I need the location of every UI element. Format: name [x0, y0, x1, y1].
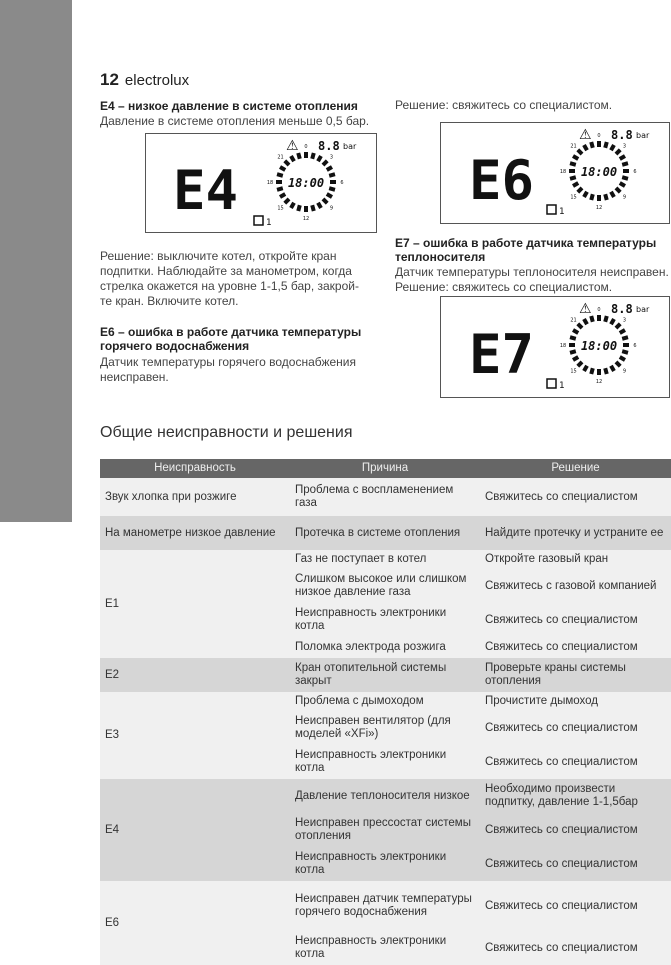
dial-label: 15: [570, 368, 577, 375]
cause-cell: Неисправность электроники котла: [290, 847, 480, 881]
dial-segment: [578, 150, 582, 154]
pressure-unit: bar: [343, 142, 357, 151]
dial-segment: [280, 167, 285, 170]
e6-title-line: E6 – ошибка в работе датчика температуры: [100, 325, 362, 339]
pressure-digits: 8.8: [318, 139, 340, 153]
e4-solution-line: Решение: выключите котел, откройте кран: [100, 249, 337, 263]
dial-segment: [605, 142, 607, 148]
solution-cell: Свяжитесь со специалистом: [480, 881, 671, 931]
dial-segment: [298, 153, 300, 159]
dial-label: 6: [633, 343, 637, 349]
mode-number: 1: [559, 207, 565, 217]
display-code: E7: [469, 323, 535, 386]
display-code: E4: [173, 159, 239, 222]
table-row: [100, 692, 671, 711]
dial-segment: [620, 357, 625, 360]
dial-segment: [584, 319, 587, 324]
dial-label: 12: [302, 216, 310, 222]
dial-label: 21: [570, 143, 577, 150]
display-code: E6: [469, 149, 535, 212]
e7-title-line: E7 – ошибка в работе датчика температуры: [395, 236, 657, 250]
mode-number: 1: [266, 218, 272, 228]
table-row: [100, 478, 671, 516]
cause-cell: Неисправность электроники котла: [290, 745, 480, 779]
fault-cell: Звук хлопка при розжиге: [100, 478, 290, 516]
dial-segment: [591, 142, 593, 148]
dial-segment: [291, 156, 294, 161]
dial-segment: [285, 199, 289, 203]
dial-segment: [578, 362, 582, 366]
display-e4: [145, 133, 377, 233]
dial-segment: [573, 357, 578, 360]
dial-segment: [277, 174, 283, 176]
fault-cell: E2: [100, 658, 290, 692]
tap-icon: [547, 379, 556, 388]
dial-segment: [285, 161, 289, 165]
dial-segment: [584, 366, 587, 371]
dial-label: 0: [597, 307, 601, 313]
table-row: [100, 881, 671, 931]
dial-segment: [327, 167, 332, 170]
cause-cell: Протечка в системе отопления: [290, 516, 480, 550]
dial-label: 6: [633, 169, 637, 175]
dial-label: 6: [340, 180, 344, 186]
e7-description: Датчик температуры теплоносителя неисправен.: [395, 265, 669, 279]
dial-label: 15: [277, 205, 284, 212]
e4-solution-line: подпитки. Наблюдайте за манометром, когда: [100, 264, 352, 278]
dial-segment: [622, 351, 628, 353]
display-e6: [440, 122, 670, 224]
dial-segment: [329, 174, 335, 176]
dial-label: 0: [597, 133, 601, 139]
solution-cell: Необходимо произвести подпитку, давление 1-1,5бар: [480, 779, 671, 813]
solution-cell: Найдите протечку и устраните ее: [480, 516, 671, 550]
dial-segment: [622, 163, 628, 165]
table-row: [100, 658, 671, 692]
e6-description: [100, 355, 356, 385]
table-row: [100, 516, 671, 550]
header-solution: Решение: [480, 459, 671, 478]
dial-segment: [616, 362, 620, 366]
cause-cell: Неисправен датчик температуры горячего водоснабжения: [290, 881, 480, 931]
dial-segment: [573, 330, 578, 333]
dial-segment: [616, 324, 620, 328]
e7-title: [395, 236, 656, 264]
mode-number: 1: [559, 381, 565, 391]
solution-cell: Свяжитесь со специалистом: [480, 637, 671, 658]
dial-segment: [291, 203, 294, 208]
warning-icon: ⚠: [579, 127, 592, 143]
dial-segment: [611, 145, 614, 150]
e7-solution: Решение: свяжитесь со специалистом.: [395, 280, 613, 294]
dial-segment: [591, 368, 593, 374]
header-fault: Неисправность: [100, 459, 290, 478]
display-e7: [440, 296, 670, 398]
e6-solution: Решение: свяжитесь со специалистом.: [395, 98, 613, 112]
cause-cell: Неисправность электроники котла: [290, 603, 480, 637]
dial-label: 12: [595, 205, 603, 211]
troubleshooting-title: Общие неисправности и решения: [100, 424, 353, 441]
cause-cell: Проблема с воспламенением газа: [290, 478, 480, 516]
dial-segment: [591, 194, 593, 200]
dial-label: 18: [559, 343, 567, 349]
header-cause: Причина: [290, 459, 480, 478]
e7-title-line: теплоносителя: [395, 250, 486, 264]
dial-segment: [318, 203, 321, 208]
dial-label: 21: [277, 154, 284, 161]
dial-segment: [616, 150, 620, 154]
cause-cell: Давление теплоносителя низкое: [290, 779, 480, 813]
tap-icon: [254, 216, 263, 225]
dial-label: 12: [595, 379, 603, 385]
dial-segment: [620, 156, 625, 159]
table-row: [100, 550, 671, 569]
dial-label: 9: [622, 368, 627, 375]
table-row: [100, 779, 671, 813]
clock-time: 18:00: [580, 339, 618, 353]
fault-cell: E6: [100, 881, 290, 965]
page-number: 12: [100, 70, 119, 89]
dial-segment: [570, 337, 576, 339]
dial-label: 15: [570, 194, 577, 201]
warning-icon: ⚠: [286, 138, 299, 154]
cause-cell: Неисправен вентилятор (для моделей «XFi»): [290, 711, 480, 745]
pressure-digits: 8.8: [611, 128, 633, 142]
brand-name: electrolux: [124, 72, 190, 89]
e4-title: E4 – низкое давление в системе отопления: [100, 99, 358, 113]
table-header-row: [100, 459, 671, 478]
dial-segment: [327, 194, 332, 197]
dial-segment: [312, 153, 314, 159]
solution-cell: Прочистите дымоход: [480, 692, 671, 711]
solution-cell: Свяжитесь со специалистом: [480, 847, 671, 881]
solution-cell: Свяжитесь со специалистом: [480, 931, 671, 965]
clock-time: 18:00: [580, 165, 618, 179]
solution-cell: Свяжитесь со специалистом: [480, 478, 671, 516]
dial-segment: [298, 205, 300, 211]
tap-icon: [547, 205, 556, 214]
dial-label: 18: [559, 169, 567, 175]
cause-cell: Газ не поступает в котел: [290, 550, 480, 569]
solution-cell: Проверьте краны системы отопления: [480, 658, 671, 692]
e4-description: Давление в системе отопления меньше 0,5 бар.: [100, 114, 370, 128]
clock-time: 18:00: [287, 176, 325, 190]
dial-label: 18: [266, 180, 274, 186]
dial-segment: [622, 337, 628, 339]
dial-segment: [570, 163, 576, 165]
e6-description-line: Датчик температуры горячего водоснабжения: [100, 355, 357, 369]
dial-segment: [611, 192, 614, 197]
dial-label: 3: [329, 154, 334, 161]
page-header: [100, 70, 189, 90]
dial-segment: [584, 145, 587, 150]
dial-segment: [280, 194, 285, 197]
dial-segment: [318, 156, 321, 161]
solution-cell: Откройте газовый кран: [480, 550, 671, 569]
cause-cell: Кран отопительной системы закрыт: [290, 658, 480, 692]
e4-solution: [100, 249, 359, 309]
dial-segment: [573, 183, 578, 186]
dial-segment: [616, 188, 620, 192]
cause-cell: Неисправность электроники котла: [290, 931, 480, 965]
dial-segment: [578, 188, 582, 192]
dial-segment: [277, 188, 283, 190]
warning-icon: ⚠: [579, 301, 592, 317]
fault-cell: E1: [100, 550, 290, 658]
dial-segment: [578, 324, 582, 328]
pressure-digits: 8.8: [611, 302, 633, 316]
dial-label: 3: [622, 317, 627, 324]
dial-segment: [611, 366, 614, 371]
fault-cell: E3: [100, 692, 290, 779]
dial-label: 9: [622, 194, 627, 201]
dial-segment: [323, 161, 327, 165]
solution-cell: Свяжитесь с газовой компанией: [480, 569, 671, 603]
e6-title: [100, 325, 361, 353]
cause-cell: Поломка электрода розжига: [290, 637, 480, 658]
fault-cell: На манометре низкое давление: [100, 516, 290, 550]
dial-label: 0: [304, 144, 308, 150]
cause-cell: Неисправен прессостат системы отопления: [290, 813, 480, 847]
dial-segment: [591, 316, 593, 322]
pressure-unit: bar: [636, 131, 650, 140]
dial-segment: [620, 183, 625, 186]
dial-label: 21: [570, 317, 577, 324]
dial-segment: [620, 330, 625, 333]
solution-cell: Свяжитесь со специалистом: [480, 711, 671, 745]
e4-solution-line: те кран. Включите котел.: [100, 294, 239, 308]
dial-segment: [605, 194, 607, 200]
dial-label: 9: [329, 205, 334, 212]
e6-title-line: горячего водоснабжения: [100, 339, 250, 353]
e4-solution-line: стрелка окажется на уровне 1-1,5 бар, закрой-: [100, 279, 359, 293]
dial-segment: [605, 316, 607, 322]
cause-cell: Проблема с дымоходом: [290, 692, 480, 711]
side-tab: [0, 0, 72, 522]
dial-segment: [584, 192, 587, 197]
dial-segment: [611, 319, 614, 324]
solution-cell: Свяжитесь со специалистом: [480, 813, 671, 847]
cause-cell: Слишком высокое или слишком низкое давление газа: [290, 569, 480, 603]
dial-segment: [622, 177, 628, 179]
dial-segment: [570, 177, 576, 179]
e6-description-line: неисправен.: [100, 370, 169, 384]
dial-segment: [573, 156, 578, 159]
fault-cell: E4: [100, 779, 290, 881]
dial-segment: [329, 188, 335, 190]
dial-segment: [570, 351, 576, 353]
troubleshooting-table: [100, 459, 671, 965]
dial-segment: [323, 199, 327, 203]
solution-cell: Свяжитесь со специалистом: [480, 603, 671, 637]
dial-label: 3: [622, 143, 627, 150]
dial-segment: [312, 205, 314, 211]
solution-cell: Свяжитесь со специалистом: [480, 745, 671, 779]
dial-segment: [605, 368, 607, 374]
pressure-unit: bar: [636, 305, 650, 314]
